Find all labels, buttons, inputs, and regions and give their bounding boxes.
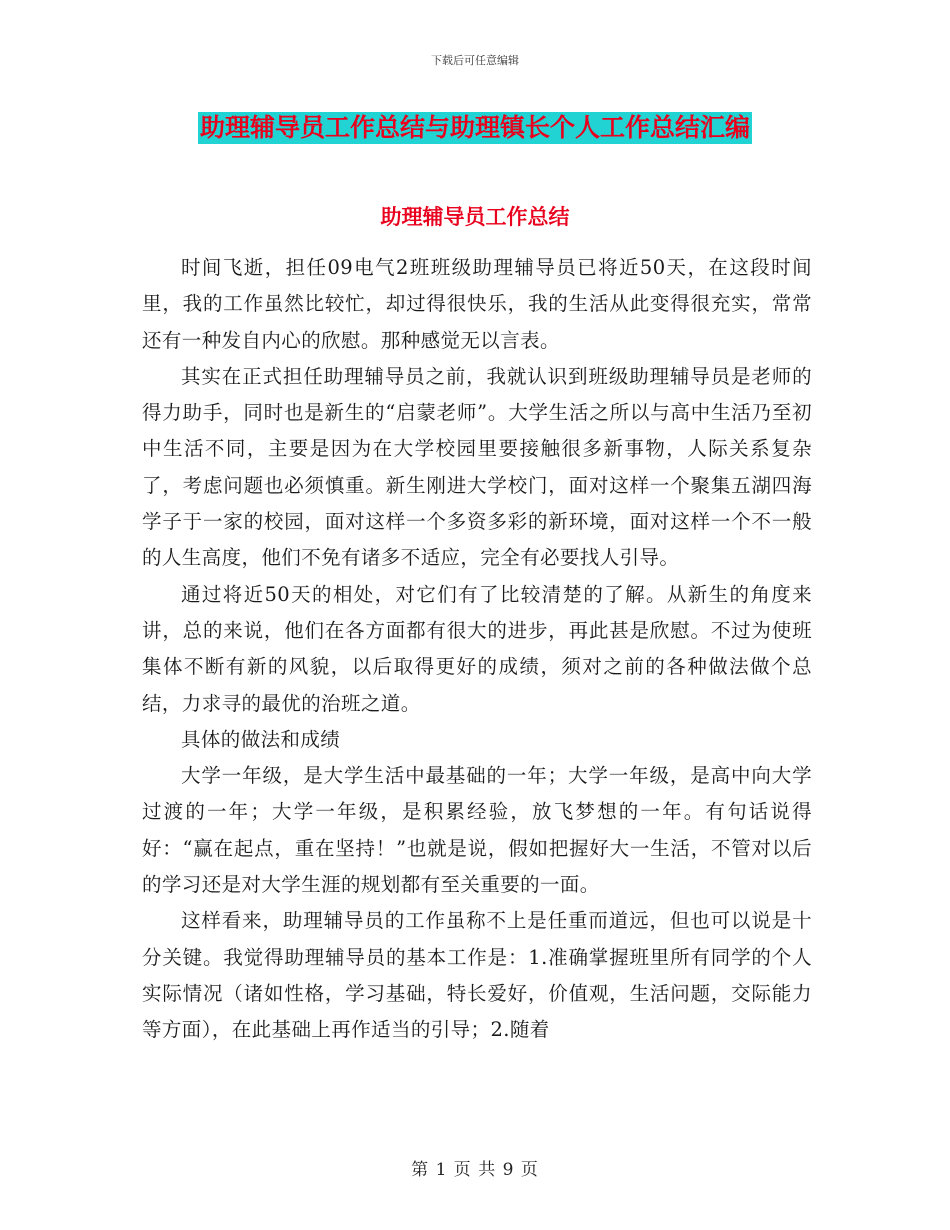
document-title: 助理辅导员工作总结与助理镇长个人工作总结汇编	[199, 113, 750, 142]
page-header-note: 下载后可任意编辑	[431, 54, 519, 67]
paragraph-4: 大学一年级，是大学生活中最基础的一年；大学一年级，是高中向大学过渡的一年；大学一年级，是积累经验，放飞梦想的一年。有句话说得好：“赢在起点，重在坚持！”也就是说，假如把握好大一生活，不管对以后的学习还是对大学生涯的规划都有至关重要的一面。	[142, 764, 812, 897]
paragraph-5: 这样看来，助理辅导员的工作虽称不上是任重而道远，但也可以说是十分关键。我觉得助理辅导员的基本工作是：1.准确掌握班里所有同学的个人实际情况（诸如性格，学习基础，特长爱好，价值观，生活问题，交际能力等方面），在此基础上再作适当的引导；2.随着	[142, 909, 812, 1042]
paragraph-1: 时间飞逝，担任09电气2班班级助理辅导员已将近50天，在这段时间里，我的工作虽然比较忙，却过得很快乐，我的生活从此变得很充实，常常还有一种发自内心的欣慰。那种感觉无以言表。	[142, 256, 812, 352]
paragraph-2: 其实在正式担任助理辅导员之前，我就认识到班级助理辅导员是老师的得力助手，同时也是新生的“启蒙老师”。大学生活之所以与高中生活乃至初中生活不同，主要是因为在大学校园里要接触很多新事物，人际关系复杂了，考虑问题也必须慎重。新生刚进大学校门，面对这样一个聚集五湖四海学子于一家的校园，面对这样一个多资多彩的新环境，面对这样一个不一般的人生高度，他们不免有诸多不适应，完全有必要找人引导。	[142, 364, 812, 570]
document-title-container	[0, 112, 950, 144]
paragraph-3: 通过将近50天的相处，对它们有了比较清楚的了解。从新生的角度来讲，总的来说，他们在各方面都有很大的进步，再此甚是欣慰。不过为使班集体不断有新的风貌，以后取得更好的成绩，须对之前的各种做法做个总结，力求寻的最优的治班之道。	[142, 582, 812, 715]
page-number-footer: 第 1 页 共 9 页	[411, 1160, 539, 1180]
section-title: 助理辅导员工作总结	[380, 205, 570, 229]
document-body	[142, 250, 812, 1049]
paragraph-subheading: 具体的做法和成绩	[181, 727, 341, 751]
